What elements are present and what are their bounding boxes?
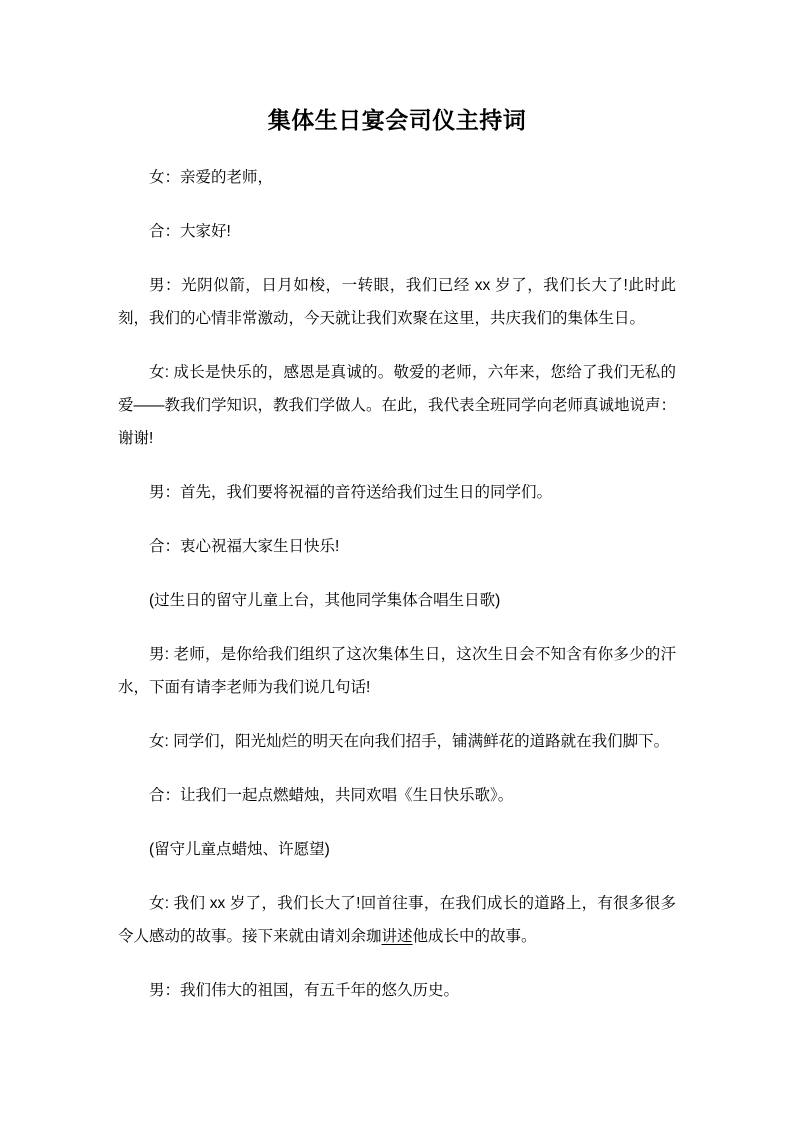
paragraph: 男：光阴似箭，日月如梭，一转眼，我们已经 xx 岁了，我们长大了!此时此刻，我们的心情非常激动，今天就让我们欢聚在这里，共庆我们的集体生日。 <box>118 277 676 327</box>
paragraph: 女: 我们 xx 岁了，我们长大了!回首往事，在我们成长的道路上，有很多很多令人感动的故事。接下来就由请刘余珈讲述他成长中的故事。 <box>118 895 676 945</box>
paragraph: 男：我们伟大的祖国，有五千年的悠久历史。 <box>149 982 460 999</box>
paragraph: 女: 同学们，阳光灿烂的明天在向我们招手，铺满鲜花的道路就在我们脚下。 <box>149 733 670 750</box>
paragraph: 合：让我们一起点燃蜡烛，共同欢唱《生日快乐歌》。 <box>149 787 514 804</box>
paragraph: (留守儿童点蜡烛、许愿望) <box>149 841 330 858</box>
document-title: 集体生日宴会司仪主持词 <box>267 107 527 133</box>
paragraph: 女: 成长是快乐的，感恩是真诚的。敬爱的老师，六年来，您给了我们无私的爱——教我们学知识，教我们学做人。在此，我代表全班同学向老师真诚地说声：谢谢! <box>118 364 677 447</box>
paragraph: 男: 老师，是你给我们组织了这次集体生日，这次生日会不知含有你多少的汗水，下面有请李老师为我们说几句话! <box>118 646 676 696</box>
paragraph: 女：亲爱的老师， <box>149 169 274 186</box>
paragraph: 男：首先，我们要将祝福的音符送给我们过生日的同学们。 <box>149 484 553 501</box>
paragraph: (过生日的留守儿童上台，其他同学集体合唱生日歌) <box>149 592 501 609</box>
document-body <box>118 161 676 1007</box>
paragraph: 合：衷心祝福大家生日快乐! <box>149 538 340 555</box>
underlined-text: 讲述 <box>381 928 413 945</box>
paragraph: 合：大家好! <box>149 223 231 240</box>
